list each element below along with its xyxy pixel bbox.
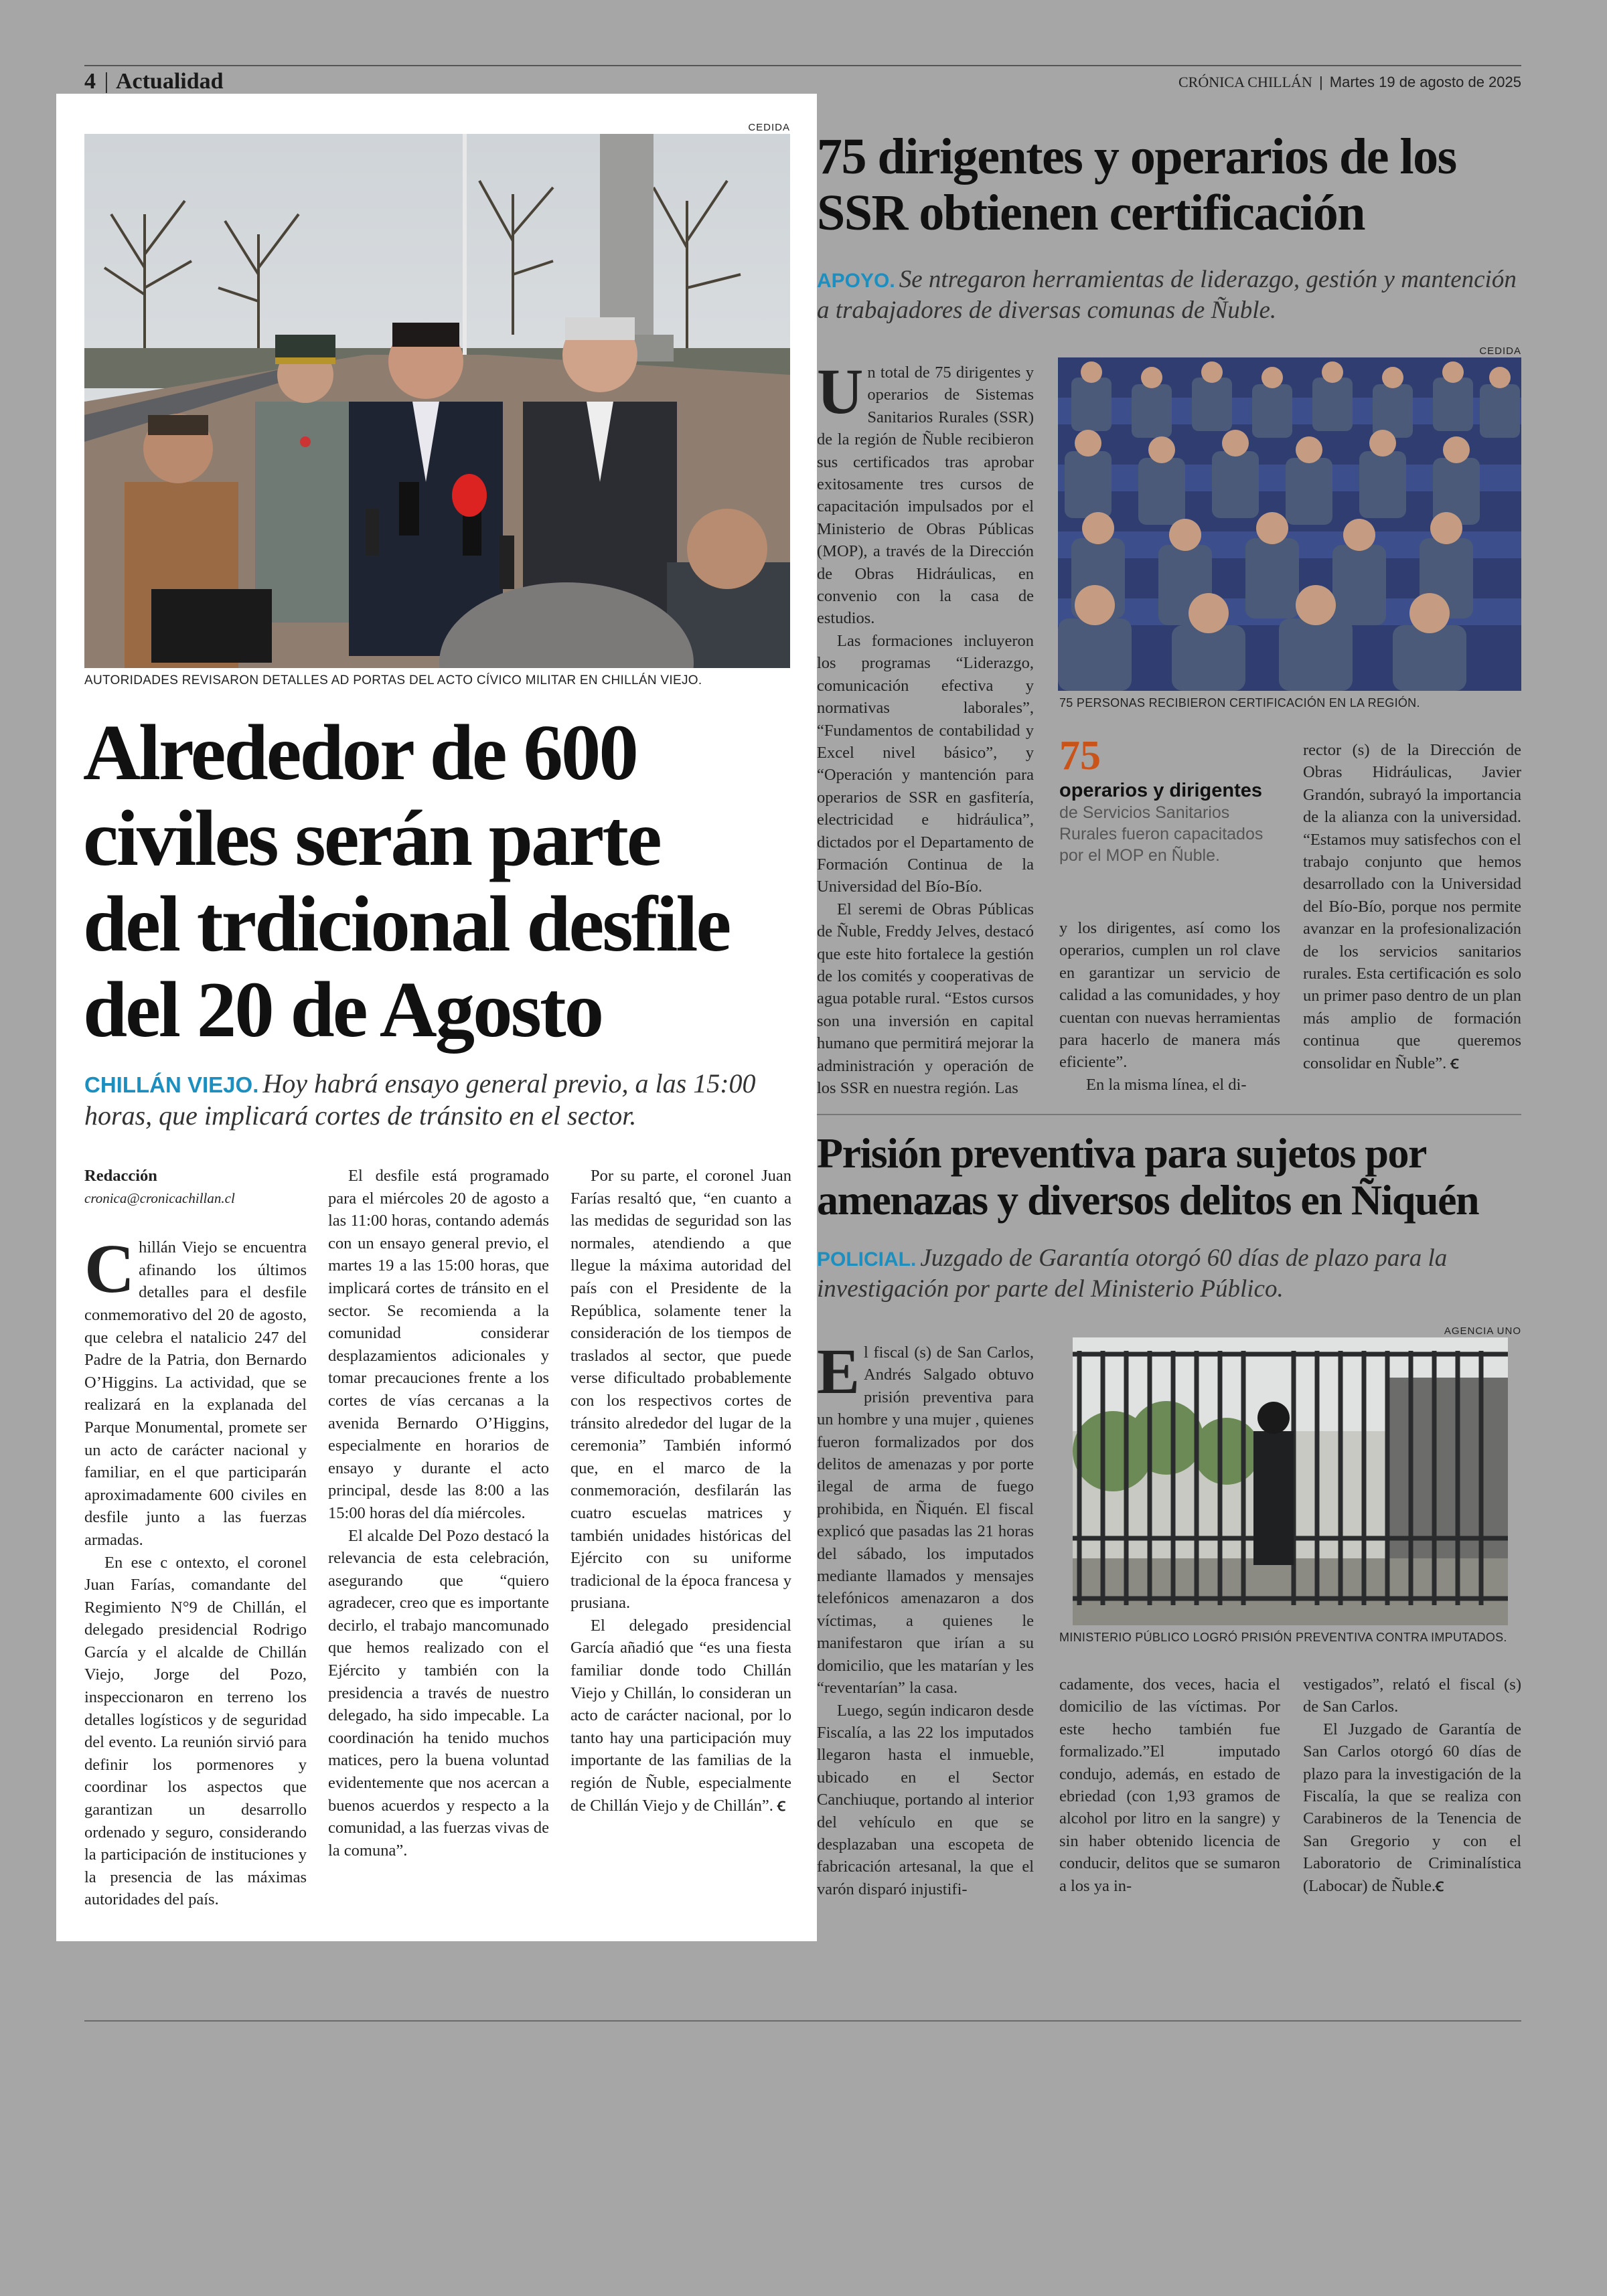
page-number: 4 (84, 69, 96, 94)
ssr-col3-p1-text: rector (s) de la Dirección de Obras Hidráulicas, Javier Grandón, subrayó la importancia de la alianza con la universidad. “Estamos muy satisfechos con el trabajo conjunto que hemos desarrollado con la Universidad del Bío-Bío, porque nos permite avanzar en la profesionalización de los servicios sanitarios rurales. Esta certificación es solo un primer paso dentro de un plan más amplio de formación continua que queremos consolidar en Ñuble”. (1303, 741, 1521, 1072)
niquen-col1-p1-text: l fiscal (s) de San Carlos, Andrés Salgado obtuvo prisión preventiva para un hombre y una mujer , quienes fueron formalizados por dos delitos de amenazas y por porte ilegal de arma de fuego prohibida, en Ñiquén. El fiscal explicó que pasadas las 21 horas del sábado, los imputados mediante llamados y mensajes telefónicos amenazaron a dos víctimas, a quienes le manifestaron que irían a su domicilio, que les matarían y les “reventarían” la casa. (817, 1343, 1034, 1698)
niquen-lead-text: Juzgado de Garantía otorgó 60 días de plazo para la investigación por parte del Ministerio Público. (817, 1244, 1448, 1303)
court-gate-image (1073, 1337, 1508, 1625)
ssr-article-photo (1058, 357, 1521, 691)
niquen-column-2 (1059, 1673, 1280, 1897)
ssr-photo-credit: CEDIDA (1479, 345, 1521, 357)
end-of-article-icon: Ꞓ (1450, 1056, 1459, 1072)
main-col2-paragraph-1: El desfile está programado para el miércoles 20 de agosto a las 11:00 horas, contando además con un ensayo general previo, el martes 19 a las 15:00 horas, que implicará cortes de tránsito en el sector. Se recomienda a la comunidad considerar desplazamientos adicionales y tomar precauciones frente a los cortes de vías cercanas a la avenida Bernardo O’Higgins, especialmente en horarios de ensayo y durante el acto principal, desde las 8:00 a las 15:00 horas del día miércoles. (328, 1167, 549, 1522)
ssr-article-title (817, 129, 1527, 241)
ssr-col1-p1-text: n total de 75 dirigentes y operarios de Sistemas Sanitarios Rurales (SSR) de la región de Ñuble recibieron sus certificados tras aprobar exitosamente tres cursos de capacitación impulsados por el Ministerio de Obras Públicas (MOP), a través de la Dirección de Obras Hidráulicas, en convenio con la casa de estudios. (817, 363, 1034, 628)
header-separator-right: | (1318, 74, 1323, 90)
main-col3-p2-text: El delegado presidencial García añadió que “es una fiesta familiar donde todo Chillán Viejo y Chillán, lo consideran un acto de carácter nacional, por lo tanto hay una participación muy importante de las familias de la región de Ñuble, especialmente de Chillán Viejo y de Chillán”. (570, 1616, 791, 1815)
main-column-3 (570, 1165, 791, 1818)
niquen-article-title (817, 1130, 1527, 1224)
ssr-kicker: APOYO. (817, 270, 895, 292)
page-header-left (84, 67, 224, 96)
end-of-article-icon: Ꞓ (777, 1799, 786, 1814)
ssr-title-line: SSR obtienen certificación (817, 185, 1365, 241)
ssr-column-1 (817, 355, 1034, 1099)
niquen-column-3 (1303, 1673, 1521, 1898)
ssr-stat-label: operarios y dirigentes (1059, 780, 1262, 801)
main-title-line: civiles serán parte (83, 794, 660, 882)
niquen-kicker: POLICIAL. (817, 1248, 917, 1270)
main-column-1 (84, 1165, 307, 1911)
niquen-col1-paragraph-1 (817, 1335, 1034, 1700)
main-col1-p1-text: hillán Viejo se encuentra afinando los últimos detalles para el desfile conmemorativo del 20 de agosto, que celebra el natalicio 247 del Padre de la Patria, don Bernardo O’Higgins. La actividad, que se realizará en la explanada del Parque Monumental, promete ser un acto de carácter nacional y familiar, en el que participarán aproximadamente 600 civiles en desfile junto a las fuerzas armadas. (84, 1238, 307, 1549)
main-article-photo (84, 134, 790, 668)
header-top-rule (84, 65, 1521, 66)
publication-date: Martes 19 de agosto de 2025 (1329, 74, 1521, 90)
niquen-article-lead (817, 1244, 1527, 1304)
section-divider-rule (817, 1114, 1521, 1115)
niquen-article-photo (1073, 1337, 1508, 1625)
main-kicker: CHILLÁN VIEJO. (84, 1072, 259, 1097)
section-name: Actualidad (115, 69, 224, 94)
ssr-column-3 (1303, 739, 1521, 1076)
niquen-col3-paragraph-1: vestigados”, relató el fiscal (s) de San Carlos. (1303, 1675, 1521, 1716)
niquen-photo-credit: AGENCIA UNO (1444, 1325, 1521, 1337)
niquen-title-line: Prisión preventiva para sujetos por (817, 1129, 1426, 1177)
publication-name: CRÓNICA CHILLÁN (1178, 74, 1312, 90)
ssr-dropcap: U (817, 355, 864, 427)
ssr-col2-paragraph-2: En la misma línea, el di- (1086, 1075, 1247, 1094)
main-email: cronica@cronicachillan.cl (84, 1190, 235, 1206)
niquen-col1-paragraph-2: Luego, según indicaron desde Fiscalía, a las 22 los imputados llegaron hasta el inmueble, ubicado en el Sector Canchiuque, portando al interior del vehículo en que se desplazaban una escopeta de fabricación artesanal, la que el varón disparó injustifi- (817, 1701, 1034, 1898)
page-header-right (1178, 74, 1521, 91)
ssr-col1-paragraph-3: El seremi de Obras Públicas de Ñuble, Freddy Jelves, destacó que este hito fortalece la gestión de los comités y cooperativas de agua potable rural. “Estos cursos son una inversión en capital humano que permitirá mejorar la administración y operación de los SSR en nuestra región. Las (817, 900, 1034, 1097)
main-col1-paragraph-1 (84, 1230, 307, 1551)
ssr-title-line: 75 dirigentes y operarios de los (817, 129, 1456, 185)
ssr-col3-paragraph-1 (1303, 739, 1521, 1076)
main-title-line: Alrededor de 600 (83, 708, 637, 797)
main-photo-credit: CEDIDA (748, 122, 790, 133)
niquen-col3-paragraph-2 (1303, 1718, 1521, 1898)
ssr-stat-box (1059, 732, 1280, 866)
niquen-col3-p2-text: El Juzgado de Garantía de San Carlos otorgó 60 días de plazo para la investigación de la Fiscalía, la que se realiza con Carabineros de la Tenencia de San Gregorio y con el Laboratorio de Criminalística (Labocar) de Ñuble. (1303, 1720, 1521, 1895)
audience-certification-image (1058, 357, 1521, 691)
ssr-article-lead (817, 265, 1527, 325)
main-lead-text: Hoy habrá ensayo general previo, a las 15:00 horas, que implicará cortes de tránsito en el sector. (84, 1068, 756, 1131)
ssr-photo-caption: 75 PERSONAS RECIBIERON CERTIFICACIÓN EN LA REGIÓN. (1059, 696, 1420, 710)
ssr-stat-description: de Servicios Sanitarios Rurales fueron capacitados por el MOP en Ñuble. (1059, 803, 1264, 865)
main-article-title (83, 710, 806, 1052)
main-col1-paragraph-2: En ese c ontexto, el coronel Juan Farías, comandante del Regimiento N°9 de Chillán, el delegado presidencial Rodrigo García y el alcalde de Chillán Viejo, Jorge del Pozo, inspeccionaron en terreno los detalles logísticos y de seguridad del evento. La reunión sirvió para definir los pormenores y coordinar los aspectos que garantizan un desarrollo ordenado y seguro, considerando la participación de instituciones y la presencia de las máximas autoridades del país. (84, 1553, 307, 1909)
end-of-article-icon: Ꞓ (1435, 1879, 1444, 1894)
niquen-title-line: amenazas y diversos delitos en Ñiquén (817, 1176, 1479, 1224)
main-column-2 (328, 1165, 549, 1862)
main-col2-paragraph-2: El alcalde Del Pozo destacó la relevancia de esta celebración, asegurando que “quiero agradecer, creo que es importante decirlo, el trabajo mancomunado que hemos realizado con el Ejército y también con la presidencia a través de nuestro delegado, ha sido impecable. La coordinación ha tenido muchos matices, pero la buena voluntad evidentemente que nos acercan a buenos acuerdos y respecto a la comunidad, a las fuerzas vivas de la comuna”. (328, 1526, 549, 1860)
ssr-stat-number: 75 (1059, 733, 1101, 778)
ssr-col1-paragraph-2: Las formaciones incluyeron los programas “Liderazgo, comunicación efectiva y normativas laborales”, “Fundamentos de contabilidad y Excel nivel básico”, y “Operación y mantención para operarios de SSR en gasfitería, electricidad e hidráulica”, dictados por el Departamento de Formación Continua de la Universidad del Bío-Bío. (817, 631, 1034, 896)
main-article-lead (84, 1068, 794, 1131)
main-col3-paragraph-2 (570, 1615, 791, 1818)
ssr-column-2 (1059, 917, 1280, 1096)
header-separator: | (104, 69, 109, 94)
main-byline: Redacción (84, 1167, 157, 1185)
niquen-dropcap: E (817, 1335, 860, 1407)
main-title-line: del 20 de Agosto (83, 965, 603, 1054)
ssr-lead-text: Se ntregaron herramientas de liderazgo, gestión y mantención a trabajadores de diversas comunas de Ñuble. (817, 266, 1517, 324)
main-photo-caption: AUTORIDADES REVISARON DETALLES AD PORTAS DEL ACTO CÍVICO MILITAR EN CHILLÁN VIEJO. (84, 673, 702, 687)
ssr-col2-paragraph-1: y los dirigentes, así como los operarios, cumplen un rol clave en garantizar un servicio de calidad a las comunidades, y hoy cuentan con nuevas herramientas para hacerlo de manera más eficiente”. (1059, 919, 1280, 1072)
main-title-line: del trdicional desfile (83, 880, 730, 968)
main-col3-paragraph-1: Por su parte, el coronel Juan Farías resaltó que, “en cuanto a las medidas de seguridad son las normales, atendiendo a que llegue la máxima autoridad del país con el Presidente de la República, solamente tener la consideración de los tiempos de traslados al sector, que puede verse dificultado probablemente con los respectivos cortes de tránsito alrededor del lugar de la ceremonia” También informó que, en el marco de la conmemoración, desfilarán las cuatro escuelas matrices y también unidades históricas del Ejército con su uniforme tradicional de la época francesa y prusiana. (570, 1167, 791, 1613)
officials-press-scene-image (84, 134, 790, 668)
main-dropcap: C (84, 1230, 135, 1308)
niquen-column-1 (817, 1335, 1034, 1900)
niquen-photo-caption: MINISTERIO PÚBLICO LOGRÓ PRISIÓN PREVENTIVA CONTRA IMPUTADOS. (1059, 1631, 1507, 1644)
niquen-col2-paragraph-1: cadamente, dos veces, hacia el domicilio de las víctimas. Por este hecho también fue formalizado.”El imputado condujo, además, en estado de ebriedad (con 1,93 gramos de alcohol por litro en la sangre) y sin haber obtenido licencia de conducir, delitos que se sumaron a los ya in- (1059, 1675, 1280, 1895)
ssr-col1-paragraph-1 (817, 355, 1034, 630)
page-bottom-rule (84, 2020, 1521, 2022)
